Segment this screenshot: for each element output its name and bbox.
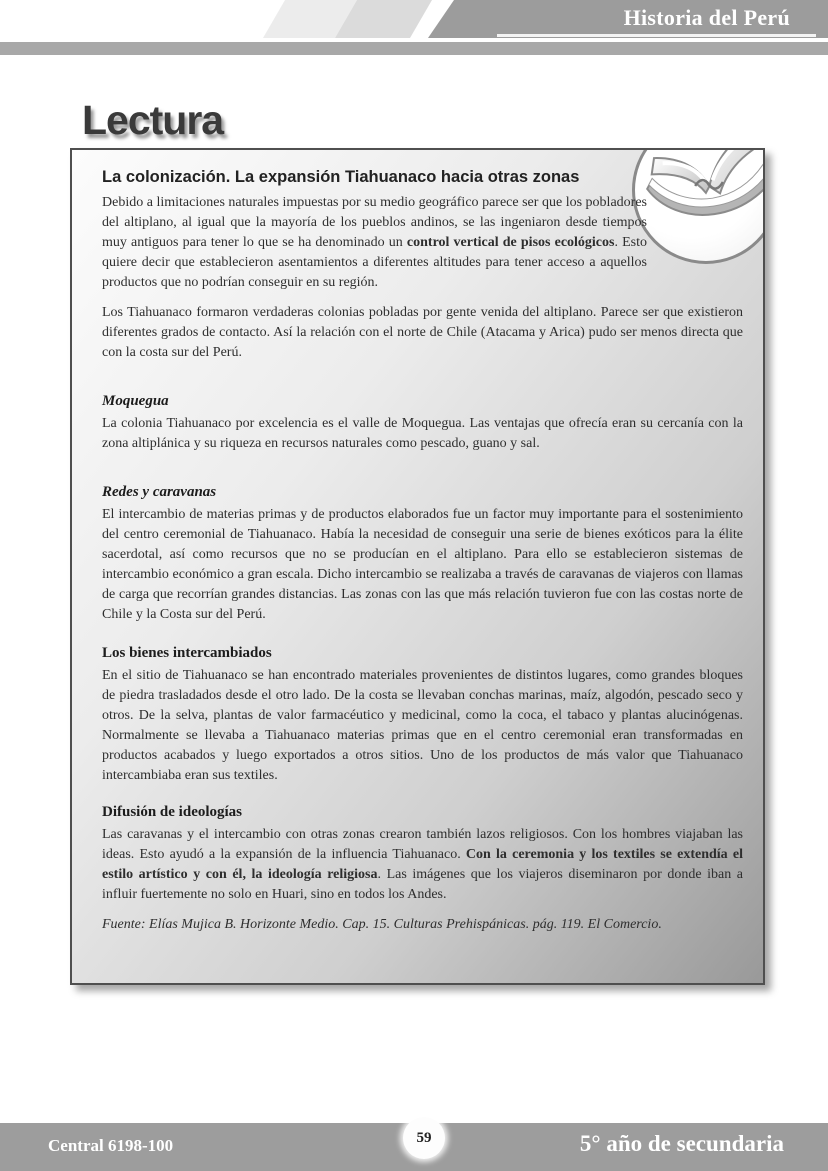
page-number-badge bbox=[403, 1117, 445, 1159]
section-body: El intercambio de materias primas y de productos elaborados fue un factor muy importante para el sostenimiento del centro ceremonial de Tiahuanaco. Había la necesidad de conseguir una serie de bienes exóticos para la élite sacerdotal, así como recursos que no se producían en el altiplano. Para ello se establecieron sistemas de intercambio económico a gran escala. Dicho intercambio se realizaba a través de caravanas de viajeros con llamas de carga que recorrían grandes distancias. Las zonas con las que más relación tuvieron fue con las costas norte de Chile y la Costa sur del Perú. bbox=[102, 507, 743, 622]
page-title: Lectura bbox=[82, 97, 224, 143]
header-underline bbox=[497, 34, 816, 37]
section-body: La colonia Tiahuanaco por excelencia es el valle de Moquegua. Las ventajas que ofrecía eran su cercanía con la zona altiplánica y su riqueza en recursos naturales como pescado, guano y sal. bbox=[102, 416, 743, 451]
section-heading: Redes y caravanas bbox=[102, 484, 217, 500]
section-moquegua bbox=[102, 393, 743, 454]
section-redes-y-caravanas bbox=[102, 484, 743, 625]
page-footer bbox=[0, 1123, 828, 1171]
section-body: En el sitio de Tiahuanaco se han encontrado materiales provenientes de distintos lugares, como grandes bloques de piedra trasladados desde el otro lado. De la costa se llevaban conchas marinas, maíz, algodón, pescado seco y otros. De la selva, plantas de valor farmacéutico y medicinal, como la coca, el tabaco y plantas alucinógenas. Normalmente se llevaba a Tiahuanaco materias primas que en el centro ceremonial eran transformadas en productos acabados y luego exportados a otros sitios. Uno de los productos de más valor que Tiahuanaco intercambiaba eran sus textiles. bbox=[102, 668, 743, 783]
section-heading: Moquegua bbox=[102, 393, 169, 409]
reading-title: La colonización. La expansión Tiahuanaco hacia otras zonas bbox=[102, 168, 580, 186]
reading-box bbox=[70, 148, 765, 985]
book-text-wrap-spacer bbox=[647, 193, 743, 259]
page-number: 59 bbox=[416, 1129, 432, 1146]
section-bienes-intercambiados bbox=[102, 645, 743, 786]
section-heading: Difusión de ideologías bbox=[102, 804, 243, 820]
section-difusion-ideologias bbox=[102, 804, 743, 935]
section-heading: Los bienes intercambiados bbox=[102, 645, 272, 661]
footer-grade: 5° año de secundaria bbox=[579, 1131, 784, 1156]
section-body: Las caravanas y el intercambio con otras zonas crearon también lazos religiosos. Con los hombres viajaban las ideas. Esto ayudó a la expansión de la influencia Tiahuanaco. Con la ceremonia y los textiles se extendía el estilo artístico y con él, la ideología religiosa. Las imágenes que los viajeros diseminaron por donde iban a influir fuertemente no solo en Huari, sino en todos los Andes. bbox=[102, 827, 743, 902]
footer-phone: Central 6198-100 bbox=[48, 1136, 174, 1155]
source-line: Fuente: Elías Mujica B. Horizonte Medio. Cap. 15. Culturas Prehispánicas. pág. 119. El Comercio. bbox=[102, 917, 662, 932]
header-title: Historia del Perú bbox=[623, 5, 790, 30]
header-sub-band bbox=[0, 42, 828, 55]
paragraph-2: Los Tiahuanaco formaron verdaderas colonias pobladas por gente venida del altiplano. Parece ser que existieron diferentes grados de contacto. Así la relación con el norte de Chile (Atacama y Arica) pudo ser menos directa que con la costa sur del Perú. bbox=[102, 305, 743, 360]
intro-paragraph: Debido a limitaciones naturales impuestas por su medio geográfico parece ser que los pobladores del altiplano, al igual que la mayoría de los pueblos andinos, se las ingeniaron desde tiempos muy antiguos para tener lo que se ha denominado un control vertical de pisos ecológicos. Esto quiere decir que establecieron asentamientos a diferentes altitudes para tener acceso a aquellos productos que no podrían conseguir en su región. bbox=[102, 193, 743, 293]
page-header bbox=[0, 0, 828, 38]
